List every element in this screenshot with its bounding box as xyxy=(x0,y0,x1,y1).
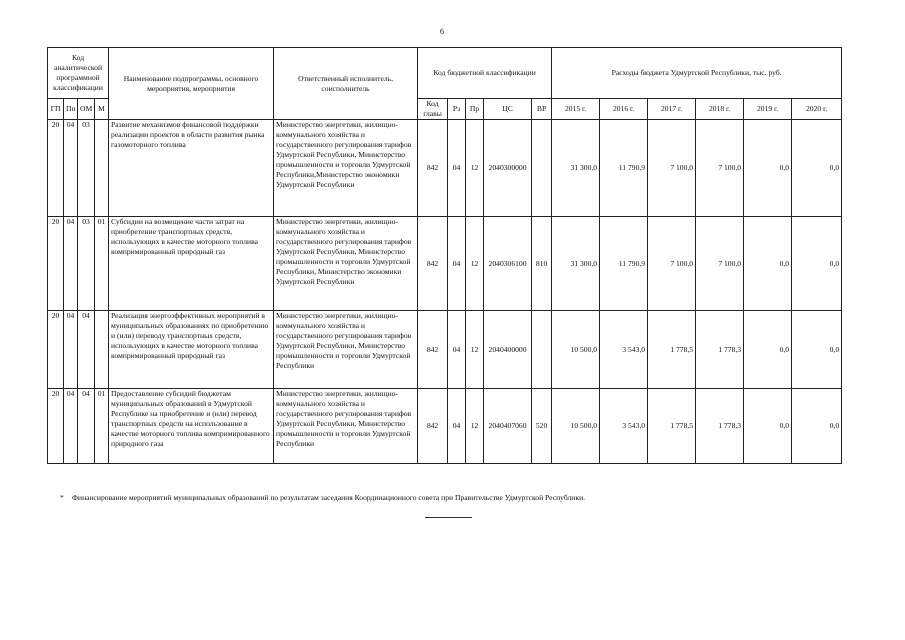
cell-vr xyxy=(532,311,552,389)
cell-executor: Министерство энергетики, жилищно-коммунального хозяйства и государственного регулирования тарифов Удмуртской Республики, Министерство промышленности и торговли Удмуртской Республики,Министерство экономики Удмуртской Республики xyxy=(274,120,418,217)
cell-vr: 810 xyxy=(532,217,552,311)
header-glava: Код главы xyxy=(418,99,448,120)
cell-glava: 842 xyxy=(418,311,448,389)
cell-m: 01 xyxy=(95,389,109,464)
cell-2020: 0,0 xyxy=(792,120,842,217)
header-name: Наименование подпрограммы, основного мероприятия, мероприятия xyxy=(109,48,274,120)
header-expenses: Расходы бюджета Удмуртской Республики, тыс. руб. xyxy=(552,48,842,99)
cell-2016: 3 543,0 xyxy=(600,389,648,464)
cell-pr: 12 xyxy=(466,311,484,389)
cell-pr: 12 xyxy=(466,389,484,464)
header-year-2016: 2016 г. xyxy=(600,99,648,120)
cell-om: 04 xyxy=(78,311,95,389)
cell-2018: 7 100,0 xyxy=(696,120,744,217)
cell-m: 01 xyxy=(95,217,109,311)
table-row xyxy=(48,311,842,389)
cell-rz: 04 xyxy=(448,311,466,389)
cell-name: Развитие механизмов финансовой поддержки реализации проектов в области развития рынка газомоторного топлива xyxy=(109,120,274,217)
table-row xyxy=(48,389,842,464)
cell-glava: 842 xyxy=(418,120,448,217)
cell-2018: 1 778,3 xyxy=(696,311,744,389)
cell-om: 03 xyxy=(78,120,95,217)
header-gp: ГП xyxy=(48,99,64,120)
cell-gp: 20 xyxy=(48,389,64,464)
cell-gp: 20 xyxy=(48,217,64,311)
cell-pp: 04 xyxy=(64,120,78,217)
header-vr: ВР xyxy=(532,99,552,120)
cell-name: Реализация энергоэффективных мероприятий в муниципальных образованиях по приобретению и (или) переводу транспортных средств, использующих в качестве моторного топлива компримированный природный газ xyxy=(109,311,274,389)
header-cs: ЦС xyxy=(484,99,532,120)
footnote-mark: * xyxy=(60,493,64,502)
cell-glava: 842 xyxy=(418,389,448,464)
cell-2019: 0,0 xyxy=(744,311,792,389)
cell-cs: 2040400000 xyxy=(484,311,532,389)
header-year-2019: 2019 г. xyxy=(744,99,792,120)
cell-2018: 1 778,3 xyxy=(696,389,744,464)
table-row xyxy=(48,120,842,217)
cell-gp: 20 xyxy=(48,311,64,389)
table-row xyxy=(48,217,842,311)
cell-executor: Министерство энергетики, жилищно-коммунального хозяйства и государственного регулирования тарифов Удмуртской Республики, Министерство промышленности и торговли Удмуртской Республики xyxy=(274,389,418,464)
cell-rz: 04 xyxy=(448,389,466,464)
page-number: 6 xyxy=(440,27,444,36)
header-pr: Пр xyxy=(466,99,484,120)
cell-2015: 10 500,0 xyxy=(552,311,600,389)
cell-2015: 31 300,0 xyxy=(552,120,600,217)
cell-2017: 7 100,0 xyxy=(648,217,696,311)
cell-2019: 0,0 xyxy=(744,389,792,464)
cell-glava: 842 xyxy=(418,217,448,311)
cell-2020: 0,0 xyxy=(792,311,842,389)
cell-gp: 20 xyxy=(48,120,64,217)
footnote-text: Финансирование мероприятий муниципальных образований по результатам заседания Координационного совета при Правительстве Удмуртской Республики. xyxy=(72,493,586,502)
cell-cs: 2040306100 xyxy=(484,217,532,311)
header-year-2015: 2015 г. xyxy=(552,99,600,120)
header-rz: Рз xyxy=(448,99,466,120)
cell-name: Предоставление субсидий бюджетам муниципальных образований в Удмуртской Республике на приобретение и (или) перевод транспортных средств на использование в качестве моторного топлива компримированного природного газа xyxy=(109,389,274,464)
cell-rz: 04 xyxy=(448,217,466,311)
cell-om: 04 xyxy=(78,389,95,464)
footnote xyxy=(60,493,860,502)
budget-table xyxy=(47,47,842,464)
cell-2015: 10 500,0 xyxy=(552,389,600,464)
cell-2015: 31 300,0 xyxy=(552,217,600,311)
cell-cs: 2040300000 xyxy=(484,120,532,217)
cell-2017: 7 100,0 xyxy=(648,120,696,217)
cell-m xyxy=(95,120,109,217)
header-year-2018: 2018 г. xyxy=(696,99,744,120)
cell-2018: 7 100,0 xyxy=(696,217,744,311)
cell-pp: 04 xyxy=(64,311,78,389)
cell-pp: 04 xyxy=(64,389,78,464)
cell-2016: 3 543,0 xyxy=(600,311,648,389)
cell-2020: 0,0 xyxy=(792,217,842,311)
cell-om: 03 xyxy=(78,217,95,311)
cell-pr: 12 xyxy=(466,120,484,217)
cell-rz: 04 xyxy=(448,120,466,217)
header-om: ОМ xyxy=(78,99,95,120)
separator-line xyxy=(425,517,472,518)
cell-vr: 520 xyxy=(532,389,552,464)
cell-pr: 12 xyxy=(466,217,484,311)
cell-pp: 04 xyxy=(64,217,78,311)
cell-m xyxy=(95,311,109,389)
cell-2017: 1 778,5 xyxy=(648,389,696,464)
cell-executor: Министерство энергетики, жилищно-коммунального хозяйства и государственного регулирования тарифов Удмуртской Республики, Министерство промышленности и торговли Удмуртской Республики, Министерство экономики Удмуртской Республики xyxy=(274,217,418,311)
cell-2019: 0,0 xyxy=(744,217,792,311)
header-analytic-code: Код аналитической программной классификации xyxy=(48,48,109,99)
cell-2016: 11 790,9 xyxy=(600,120,648,217)
cell-2017: 1 778,5 xyxy=(648,311,696,389)
header-pp: Пп xyxy=(64,99,78,120)
cell-2020: 0,0 xyxy=(792,389,842,464)
header-m: М xyxy=(95,99,109,120)
table-header xyxy=(48,48,842,120)
cell-executor: Министерство энергетики, жилищно-коммунального хозяйства и государственного регулирования тарифов Удмуртской Республики, Министерство промышленности и торговли Удмуртской Республики xyxy=(274,311,418,389)
header-year-2020: 2020 г. xyxy=(792,99,842,120)
cell-2019: 0,0 xyxy=(744,120,792,217)
header-budget-code: Код бюджетной классификации xyxy=(418,48,552,99)
cell-vr xyxy=(532,120,552,217)
cell-cs: 2040407060 xyxy=(484,389,532,464)
header-executor: Ответственный исполнитель, соисполнитель xyxy=(274,48,418,120)
header-year-2017: 2017 г. xyxy=(648,99,696,120)
cell-2016: 11 790,9 xyxy=(600,217,648,311)
cell-name: Субсидии на возмещение части затрат на приобретение транспортных средств, использующих в качестве моторного топлива компримированный природный газ xyxy=(109,217,274,311)
